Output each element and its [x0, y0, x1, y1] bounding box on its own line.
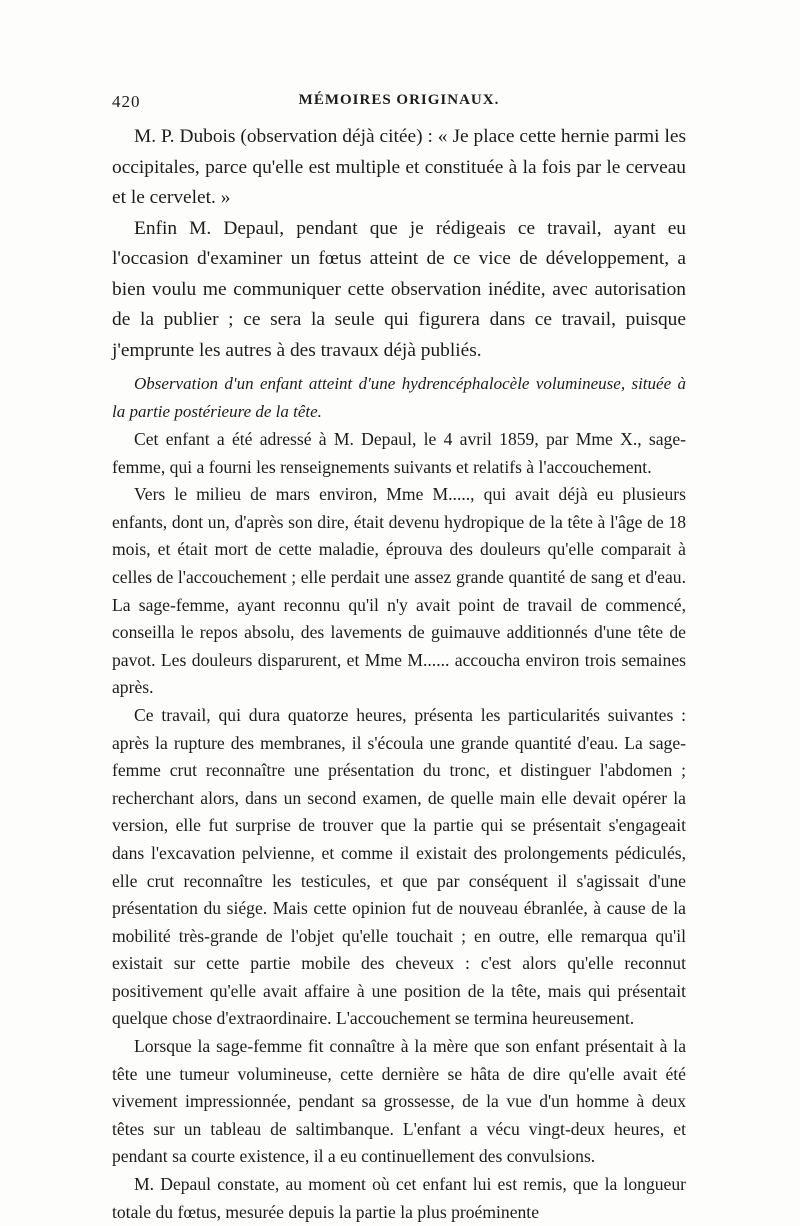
- page: [112, 92, 686, 1226]
- paragraph-depaul-intro: Enfin M. Depaul, pendant que je rédigeais ce travail, ayant eu l'occasion d'examiner un fœtus atteint de ce vice de développement, a bien voulu me communiquer cette observation inédite, avec autorisation de la publier ; ce sera la seule qui figurera dans ce travail, puisque j'emprunte les autres à des travaux déjà publiés.: [112, 217, 686, 361]
- paragraph-mother-impression: Lorsque la sage-femme fit connaître à la mère que son enfant présentait à la tête une tumeur volumineuse, cette dernière se hâta de dire qu'elle avait été vivement impressionnée, pendant sa grossesse, de la vue d'un homme à deux têtes sur un tableau de saltimbanque. L'enfant a vécu vingt-deux heures, et pendant sa courte existence, il a eu continuellement des convulsions.: [112, 1036, 686, 1167]
- observation-caption: Observation d'un enfant atteint d'une hydrencéphalocèle volumineuse, située à la partie postérieure de la tête.: [112, 374, 686, 421]
- page-number: 420: [112, 92, 141, 111]
- paragraph-dubois: M. P. Dubois (observation déjà citée) : « Je place cette hernie parmi les occipitales, parce qu'elle est multiple et constituée à la fois par le cerveau et le cervelet. »: [112, 126, 686, 208]
- paragraph-pregnancy-history: Vers le milieu de mars environ, Mme M....., qui avait déjà eu plusieurs enfants, dont un, d'après son dire, était devenu hydropique de la tête à l'âge de 18 mois, et était mort de cette maladie, éprouva des douleurs qu'elle comparait à celles de l'accouchement ; elle perdait une assez grande quantité de sang et d'eau. La sage-femme, ayant reconnu qu'il n'y avait point de travail de commencé, conseilla le repos absolu, des lavements de guimauve additionnés d'une tête de pavot. Les douleurs disparurent, et Mme M...... accoucha environ trois semaines après.: [112, 484, 686, 698]
- paragraph-labour: Ce travail, qui dura quatorze heures, présenta les particularités suivantes : après la rupture des membranes, il s'écoula une grande quantité d'eau. La sage-femme crut reconnaître une présentation du tronc, et distinguer l'abdomen ; recherchant alors, dans un second examen, de quelle main elle devait opérer la version, elle fut surprise de trouver que la partie qui se présentait s'engageait dans l'excavation pelvienne, et comme il existait des prolongements pédiculés, elle crut reconnaître les testicules, et que par conséquent il s'agissait d'une présentation du siége. Mais cette opinion fut de nouveau ébranlée, à cause de la mobilité très-grande de l'objet qu'elle touchait ; en outre, elle remarqua qu'il existait sur cette partie mobile des cheveux : c'est alors qu'elle reconnut positivement qu'elle avait affaire à une position de la tête, mais qui présentait quelque chose d'extraordinaire. L'accouchement se termina heureusement.: [112, 704, 686, 1029]
- running-title: MÉMOIRES ORIGINAUX.: [298, 92, 500, 108]
- paragraph-child-referral: Cet enfant a été adressé à M. Depaul, le 4 avril 1859, par Mme X., sage-femme, qui a fourni les renseignements suivants et relatifs à l'accouchement.: [112, 429, 686, 477]
- paragraph-depaul-measure: M. Depaul constate, au moment où cet enfant lui est remis, que la longueur totale du fœtus, mesurée depuis la partie la plus proéminente: [112, 1174, 686, 1222]
- page-header: [112, 92, 686, 122]
